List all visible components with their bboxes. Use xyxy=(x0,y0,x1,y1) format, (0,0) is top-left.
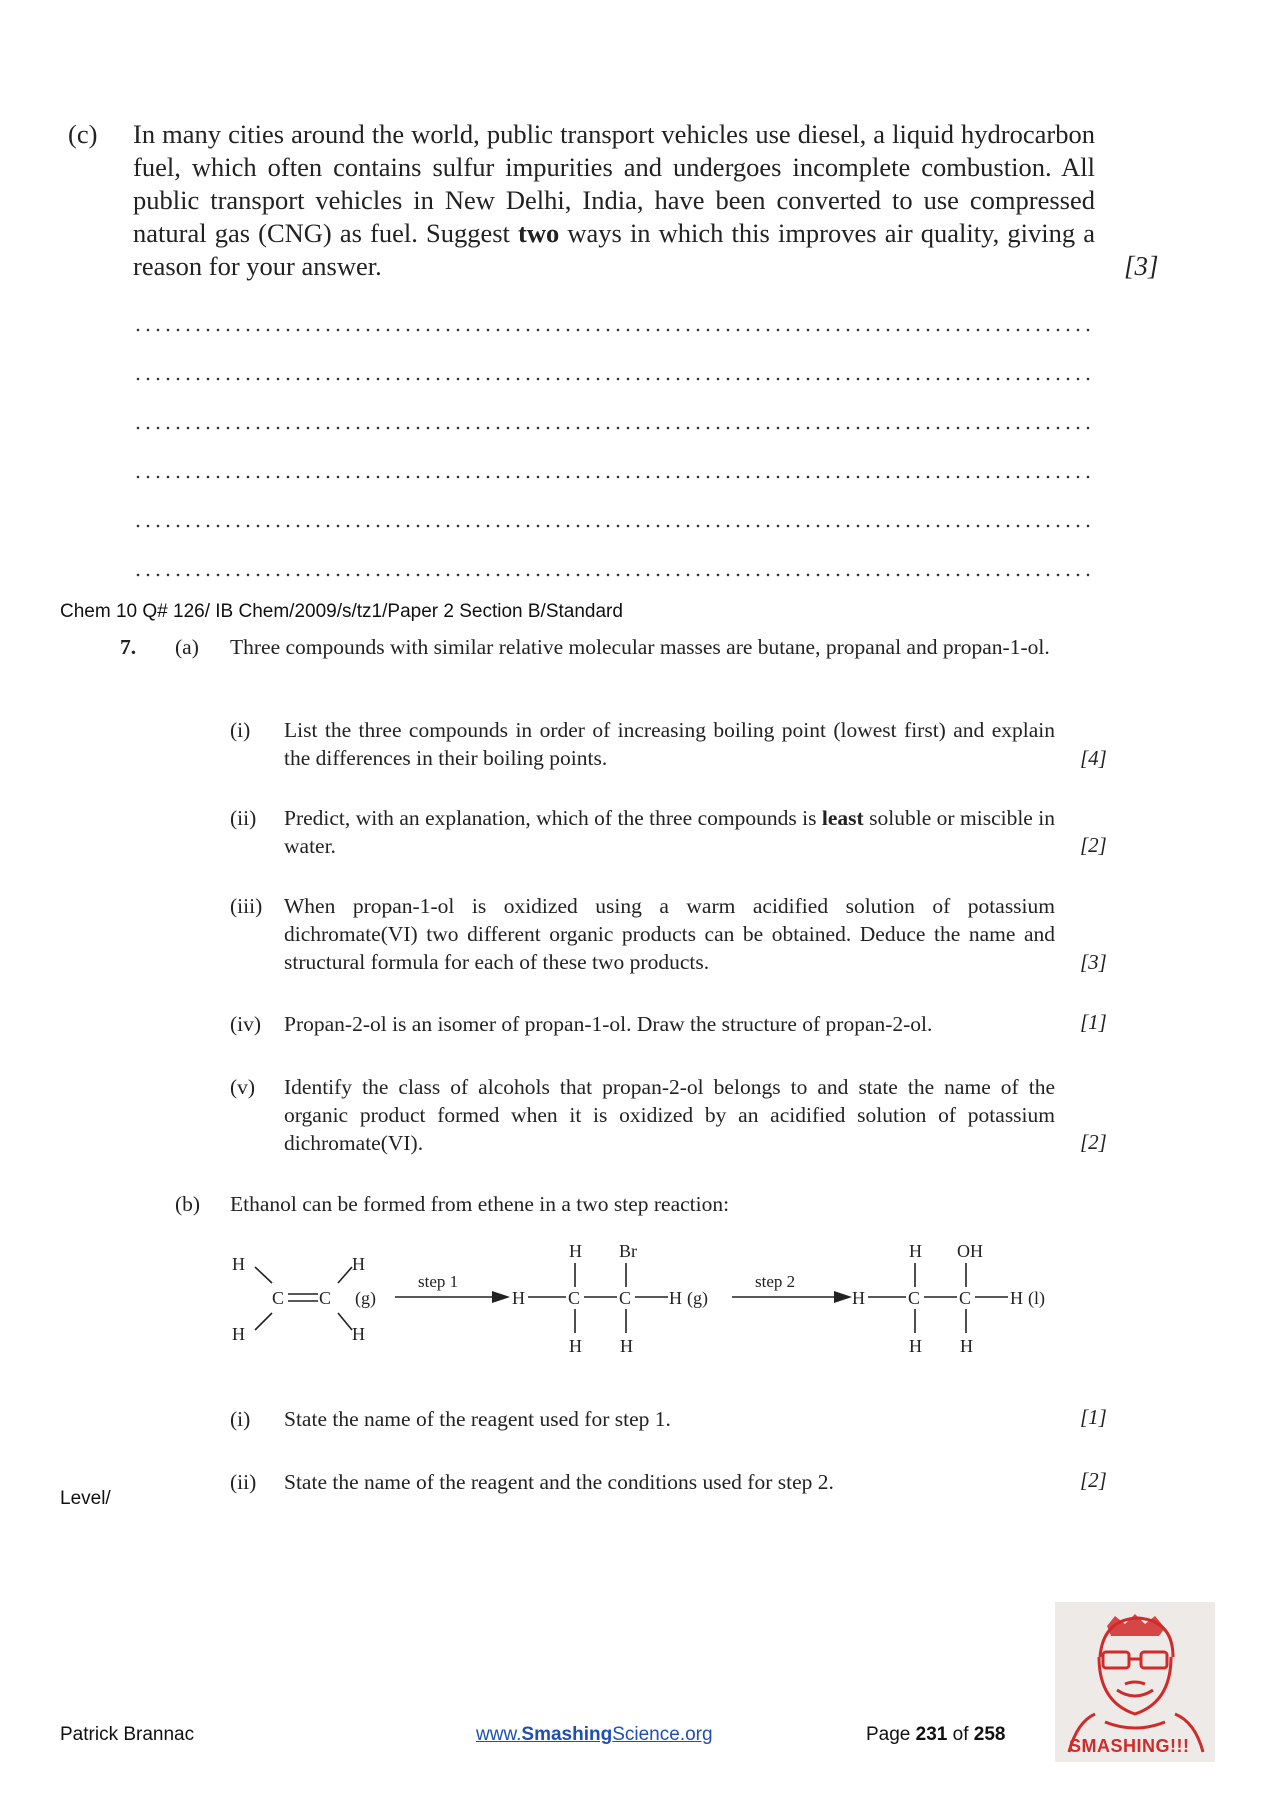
atom-h: H xyxy=(569,1336,582,1356)
atom-oh: OH xyxy=(957,1241,983,1261)
url-bold: Smashing xyxy=(521,1724,613,1745)
reaction-diagram xyxy=(200,1225,1080,1370)
footer-author: Patrick Brannac xyxy=(60,1724,195,1745)
logo-text: SMASHING!!! xyxy=(1069,1736,1190,1756)
answer-line[interactable] xyxy=(133,573,1093,577)
atom-h: H xyxy=(669,1288,682,1308)
part-a-label: (a) xyxy=(175,635,199,659)
part-b-text: Ethanol can be formed from ethene in a two step reaction: xyxy=(230,1192,730,1216)
atom-h: H xyxy=(852,1288,865,1308)
answer-line[interactable] xyxy=(133,475,1093,479)
step1-label: step 1 xyxy=(418,1272,459,1291)
b-ii-marks: [2] xyxy=(1080,1468,1107,1492)
url-pre: www. xyxy=(476,1724,522,1745)
of-label: of xyxy=(952,1724,969,1745)
answer-line[interactable] xyxy=(133,328,1093,332)
atom-h: H xyxy=(909,1336,922,1356)
a-ii-marks: [2] xyxy=(1080,833,1107,857)
atom-c: C xyxy=(568,1288,581,1308)
atom-h: H xyxy=(620,1336,633,1356)
part-c-text-after: ways in which this improves air quality, giving a reason for your answer. xyxy=(133,218,1095,281)
part-a-text: Three compounds with similar relative molecular masses are butane, propanal and propan-1-ol. xyxy=(230,635,1050,659)
atom-c: C xyxy=(272,1288,285,1308)
state-liquid: (l) xyxy=(1028,1288,1045,1308)
smashing-logo xyxy=(1055,1602,1215,1762)
state-gas: (g) xyxy=(687,1288,708,1308)
atom-h: H xyxy=(512,1288,525,1308)
a-iv-label: (iv) xyxy=(230,1012,262,1036)
atom-h: H xyxy=(352,1324,365,1344)
atom-h: H xyxy=(960,1336,973,1356)
a-v-text: Identify the class of alcohols that propan-2-ol belongs to and state the name of the organic product formed when it is oxidized by an acidified solution of potassium dichromate(VI). xyxy=(284,1075,1055,1155)
a-v-label: (v) xyxy=(230,1075,256,1099)
answer-line[interactable] xyxy=(133,426,1093,430)
part-c-text-bold: two xyxy=(518,218,560,248)
a-iii-marks: [3] xyxy=(1080,950,1107,974)
atom-c: C xyxy=(908,1288,921,1308)
a-ii-text xyxy=(284,804,1055,860)
atom-h: H xyxy=(352,1254,365,1274)
atom-h: H xyxy=(232,1324,245,1344)
a-iii-label: (iii) xyxy=(230,894,263,918)
atom-h: H xyxy=(1010,1288,1023,1308)
level-label: Level/ xyxy=(60,1488,111,1509)
part-c-text xyxy=(133,118,1095,283)
question-reference: Chem 10 Q# 126/ IB Chem/2009/s/tz1/Paper 2 Section B/Standard xyxy=(60,601,623,622)
atom-h: H xyxy=(569,1241,582,1261)
atom-c: C xyxy=(619,1288,632,1308)
atom-c: C xyxy=(959,1288,972,1308)
atom-c: C xyxy=(319,1288,332,1308)
atom-h: H xyxy=(232,1254,245,1274)
a-i-marks: [4] xyxy=(1080,746,1107,770)
a-iv-text: Propan-2-ol is an isomer of propan-1-ol. Draw the structure of propan-2-ol. xyxy=(284,1012,933,1036)
a-i-text: List the three compounds in order of increasing boiling point (lowest first) and explain the differences in their boiling points. xyxy=(284,718,1055,770)
a-ii-bold: least xyxy=(821,806,864,830)
state-gas: (g) xyxy=(355,1288,376,1308)
atom-h: H xyxy=(909,1241,922,1261)
step2-label: step 2 xyxy=(755,1272,796,1291)
url-post: Science.org xyxy=(612,1724,713,1745)
answer-line[interactable] xyxy=(133,524,1093,528)
b-ii-text: State the name of the reagent and the conditions used for step 2. xyxy=(284,1470,834,1494)
question-number: 7. xyxy=(120,635,137,659)
part-c-marks: [3] xyxy=(1124,251,1159,281)
a-iii-text: When propan-1-ol is oxidized using a warm acidified solution of potassium dichromate(VI) two different organic products can be obtained. Deduce the name and structural formula for each of these two products. xyxy=(284,894,1055,974)
b-ii-label: (ii) xyxy=(230,1470,257,1494)
footer-page-number xyxy=(866,1724,1005,1746)
a-iv-marks: [1] xyxy=(1080,1010,1107,1034)
a-i-label: (i) xyxy=(230,718,251,742)
footer-website-link[interactable] xyxy=(476,1724,713,1746)
part-c-text-before: In many cities around the world, public transport vehicles use diesel, a liquid hydrocarbon fuel, which often contains sulfur impurities and undergoes incomplete combustion. All public transport vehicles in New Delhi, India, have been converted to use compressed natural gas (CNG) as fuel. Suggest xyxy=(133,119,1095,248)
page-total: 258 xyxy=(973,1724,1006,1745)
b-i-label: (i) xyxy=(230,1407,251,1431)
b-i-text: State the name of the reagent used for step 1. xyxy=(284,1407,671,1431)
answer-line[interactable] xyxy=(133,377,1093,381)
page-current: 231 xyxy=(915,1724,948,1745)
a-v-marks: [2] xyxy=(1080,1130,1107,1154)
a-ii-after: soluble or miscible in water. xyxy=(284,806,1055,858)
part-c-label: (c) xyxy=(68,119,98,149)
a-ii-label: (ii) xyxy=(230,806,257,830)
part-b-label: (b) xyxy=(175,1192,201,1216)
page-label: Page xyxy=(866,1724,911,1745)
atom-br: Br xyxy=(619,1241,637,1261)
b-i-marks: [1] xyxy=(1080,1405,1107,1429)
a-ii-before: Predict, with an explanation, which of the three compounds is xyxy=(284,806,822,830)
